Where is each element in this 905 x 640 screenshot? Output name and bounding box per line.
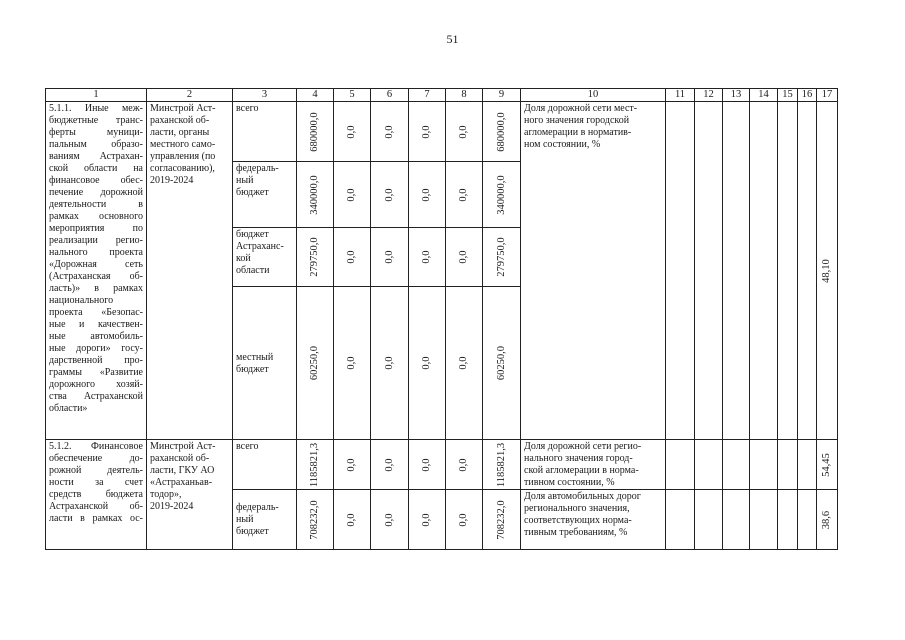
text-line: раханской об- (150, 453, 210, 464)
column-header: 17 (817, 89, 838, 102)
column-header: 10 (521, 89, 666, 102)
empty-cell (723, 490, 750, 550)
measure-cell (46, 102, 147, 440)
empty-cell (666, 440, 695, 490)
text-line: ласти, органы (150, 127, 210, 138)
amount-cell (409, 490, 446, 550)
cell-value: 0,0 (458, 250, 469, 264)
column-header: 4 (297, 89, 334, 102)
amount-cell (446, 102, 483, 162)
text-line: реализации регио- (49, 235, 143, 246)
empty-cell (750, 102, 778, 440)
text-line: 5.1.2. Финансовое (49, 441, 143, 452)
text-line: ные дороги» госу- (49, 343, 143, 354)
text-line: Астраханской об- (49, 501, 143, 512)
empty-cell (750, 490, 778, 550)
amount-cell (334, 228, 371, 287)
text-line: ного значения городской (524, 115, 630, 126)
text-line: федераль- (236, 502, 279, 513)
empty-cell (778, 102, 798, 440)
text-line: средств бюджета (49, 489, 143, 500)
page-number: 51 (446, 32, 459, 46)
column-header: 16 (798, 89, 817, 102)
amount-cell (334, 162, 371, 228)
text-line: согласованию), (150, 163, 215, 174)
column-header: 8 (446, 89, 483, 102)
amount-cell (334, 102, 371, 162)
column-header: 2 (147, 89, 233, 102)
measure-cell (46, 440, 147, 550)
text-line: ный (236, 514, 254, 525)
amount-cell (371, 228, 409, 287)
column-header: 6 (371, 89, 409, 102)
column-header: 9 (483, 89, 521, 102)
text-line: местный (236, 351, 274, 363)
empty-cell (666, 102, 695, 440)
amount-cell (297, 490, 334, 550)
source-cell (233, 287, 297, 440)
amount-cell (297, 228, 334, 287)
cell-value: 0,0 (458, 457, 469, 472)
cell-value: 0,0 (458, 512, 469, 527)
text-line: обеспечение до- (49, 453, 143, 464)
text-line: Минстрой Аст- (150, 441, 216, 452)
column-header: 13 (723, 89, 750, 102)
program-table (45, 88, 838, 550)
text-line: рамках основного (49, 211, 143, 222)
text-line: ные и качествен- (49, 319, 143, 330)
amount-cell (483, 228, 521, 287)
text-line: ства Астраханской (49, 391, 143, 402)
column-header: 14 (750, 89, 778, 102)
cell-value: 60250,0 (309, 345, 320, 381)
cell-value: 680000,0 (495, 111, 507, 152)
text-line: ской области на (49, 163, 143, 174)
text-line: федераль- (236, 163, 279, 174)
text-line: печение дорожной (49, 187, 143, 198)
text-line: дорожного хозяй- (49, 379, 143, 390)
text-line: 5.1.1. Иные меж- (49, 103, 143, 114)
text-line: 2019-2024 (150, 501, 194, 512)
cell-value: 340000,0 (495, 174, 507, 215)
column-header: 7 (409, 89, 446, 102)
source-cell (233, 440, 297, 490)
empty-cell (723, 102, 750, 440)
cell-value: 1185821,3 (495, 442, 507, 487)
text-line: Минстрой Аст- (150, 103, 216, 114)
column-header: 15 (778, 89, 798, 102)
empty-cell (778, 490, 798, 550)
text-line: граммы «Развитие (49, 367, 143, 378)
amount-cell (446, 287, 483, 440)
amount-cell (334, 287, 371, 440)
text-line: проекта «Безопас- (49, 307, 143, 318)
text-line: пальным образо- (49, 139, 143, 150)
amount-cell (483, 102, 521, 162)
text-line: агломерации в норматив- (524, 127, 632, 138)
text-line: области (236, 265, 270, 276)
amount-cell (334, 440, 371, 490)
text-line: тодор», (150, 489, 182, 500)
indicator-cell (521, 102, 666, 440)
amount-cell (371, 440, 409, 490)
cell-value: 0,0 (383, 457, 395, 472)
column-header: 5 (334, 89, 371, 102)
empty-cell (750, 440, 778, 490)
cell-value: 0,0 (383, 250, 395, 264)
cell-value: 680000,0 (309, 111, 320, 152)
cell-value: 0,0 (458, 356, 469, 370)
text-line: бюджет (236, 187, 269, 198)
column-header: 11 (666, 89, 695, 102)
cell-value: 0,0 (346, 457, 357, 472)
amount-cell (371, 287, 409, 440)
amount-cell (297, 287, 334, 440)
text-line: тивном состоянии, % (524, 477, 615, 488)
text-line: ности за счет (49, 477, 143, 488)
text-line: «Астраханьав- (150, 477, 213, 488)
cell-value: 0,0 (421, 250, 432, 264)
empty-cell (798, 102, 817, 440)
text-line: 2019-2024 (150, 175, 194, 186)
empty-cell (666, 490, 695, 550)
empty-cell (695, 490, 723, 550)
text-line: тивным требованиям, % (524, 527, 628, 538)
cell-value: 0,0 (421, 187, 432, 202)
cell-value: 708232,0 (309, 499, 320, 540)
column-header: 12 (695, 89, 723, 102)
text-line: деятельности в (49, 199, 143, 210)
cell-value: 0,0 (421, 512, 432, 527)
text-line: нального проекта (49, 247, 143, 258)
header-row (46, 89, 838, 102)
text-line: бюджет (236, 229, 269, 240)
cell-value: 0,0 (383, 512, 395, 527)
amount-cell (446, 162, 483, 228)
column-header: 1 (46, 89, 147, 102)
cell-value: 0,0 (383, 356, 395, 370)
text-line: Доля автомобильных дорог (524, 491, 641, 502)
text-line: бюджетные транс- (49, 115, 143, 126)
table-row (46, 102, 838, 162)
amount-cell (446, 490, 483, 550)
amount-cell (409, 287, 446, 440)
target-value-cell (817, 102, 838, 440)
text-line: бюджет (236, 526, 269, 537)
column-header: 3 (233, 89, 297, 102)
text-line: национального (49, 295, 114, 306)
text-line: дарственной про- (49, 355, 143, 366)
cell-value: 0,0 (346, 250, 357, 264)
text-line: ном состоянии, % (524, 139, 601, 150)
amount-cell (446, 440, 483, 490)
amount-cell (371, 102, 409, 162)
cell-value: 0,0 (346, 512, 357, 527)
executor-cell (147, 440, 233, 550)
executor-cell (147, 102, 233, 440)
text-line: бюджет (236, 363, 269, 375)
source-cell (233, 490, 297, 550)
amount-cell (483, 162, 521, 228)
cell-value: 48,10 (821, 258, 832, 283)
text-line: нального значения город- (524, 453, 633, 464)
text-line: ской агломерации в норма- (524, 465, 639, 476)
source-cell (233, 162, 297, 228)
indicator-cell (521, 440, 666, 490)
text-line: Астраханс- (236, 241, 284, 252)
cell-value: 279750,0 (309, 237, 320, 277)
table-row (46, 440, 838, 490)
amount-cell (483, 287, 521, 440)
cell-value: 1185821,3 (309, 442, 320, 487)
cell-value: 279750,0 (495, 237, 507, 277)
empty-cell (695, 102, 723, 440)
cell-value: 0,0 (383, 124, 395, 139)
amount-cell (371, 490, 409, 550)
cell-value: 0,0 (346, 187, 357, 202)
empty-cell (798, 490, 817, 550)
text-line: всего (236, 103, 259, 114)
cell-value: 0,0 (421, 457, 432, 472)
text-line: рожной деятель- (49, 465, 143, 476)
amount-cell (297, 162, 334, 228)
text-line: ласти, ГКУ АО (150, 465, 215, 476)
cell-value: 0,0 (458, 187, 469, 202)
cell-value: 60250,0 (495, 345, 507, 381)
amount-cell (483, 440, 521, 490)
amount-cell (409, 228, 446, 287)
amount-cell (334, 490, 371, 550)
empty-cell (723, 440, 750, 490)
text-line: местного само- (150, 139, 216, 150)
amount-cell (409, 440, 446, 490)
text-line: всего (236, 441, 259, 452)
amount-cell (371, 162, 409, 228)
amount-cell (446, 228, 483, 287)
cell-value: 0,0 (346, 124, 357, 139)
cell-value: 0,0 (421, 124, 432, 139)
cell-value: 38,6 (821, 510, 832, 529)
cell-value: 0,0 (383, 187, 395, 202)
text-line: кой (236, 253, 251, 264)
indicator-cell (521, 490, 666, 550)
text-line: финансовое обес- (49, 175, 143, 186)
cell-value: 0,0 (458, 124, 469, 139)
text-line: Доля дорожной сети мест- (524, 103, 638, 114)
source-cell (233, 102, 297, 162)
cell-value: 0,0 (346, 356, 357, 370)
text-line: (Астраханская об- (49, 271, 143, 282)
text-line: раханской об- (150, 115, 210, 126)
cell-value: 0,0 (421, 356, 432, 370)
text-line: ласть)» в рамках (49, 283, 143, 294)
cell-value: 708232,0 (495, 499, 507, 540)
empty-cell (695, 440, 723, 490)
empty-cell (798, 440, 817, 490)
cell-value: 340000,0 (309, 174, 320, 215)
text-line: управления (по (150, 151, 216, 162)
amount-cell (409, 102, 446, 162)
cell-value: 54,45 (821, 452, 832, 477)
text-line: «Дорожная сеть (49, 259, 143, 270)
text-line: ласти в рамках ос- (49, 513, 143, 524)
amount-cell (483, 490, 521, 550)
text-line: области» (49, 403, 88, 414)
target-value-cell (817, 440, 838, 490)
amount-cell (409, 162, 446, 228)
amount-cell (297, 102, 334, 162)
text-line: Доля дорожной сети регио- (524, 441, 642, 452)
text-line: ферты муници- (49, 127, 143, 138)
empty-cell (778, 440, 798, 490)
text-line: соответствующих норма- (524, 515, 632, 526)
source-cell (233, 228, 297, 287)
text-line: ные автомобиль- (49, 331, 143, 342)
amount-cell (297, 440, 334, 490)
target-value-cell (817, 490, 838, 550)
text-line: мероприятия по (49, 223, 143, 234)
text-line: ваниям Астрахан- (49, 151, 143, 162)
text-line: регионального значения, (524, 503, 630, 514)
text-line: ный (236, 175, 254, 186)
